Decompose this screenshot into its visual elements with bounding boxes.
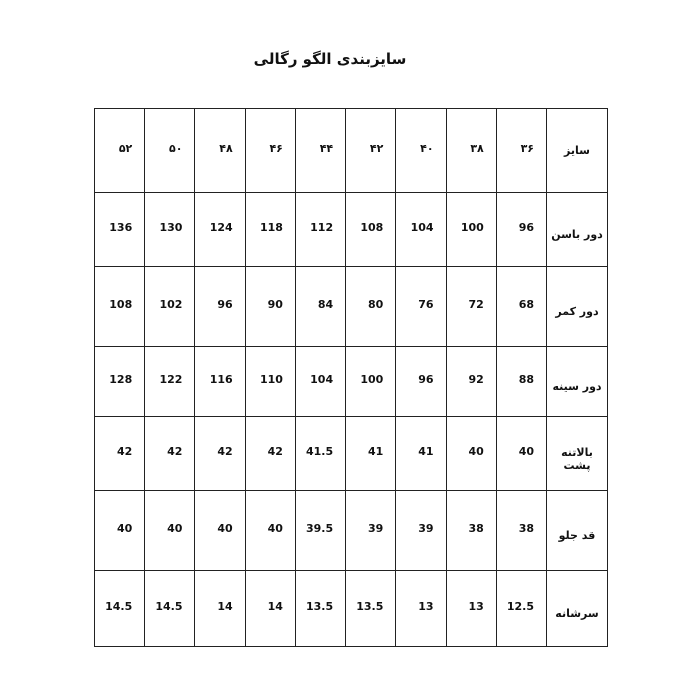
- value-cell: 13.5: [295, 571, 345, 647]
- size-cell: ۵۰: [145, 109, 195, 193]
- value-cell: 118: [245, 193, 295, 267]
- value-cell: 96: [195, 267, 245, 347]
- size-cell: ۳۶: [496, 109, 546, 193]
- row-label-cell: سرشانه: [547, 571, 608, 647]
- value-cell: 14: [245, 571, 295, 647]
- table-row-shoulder: [95, 571, 608, 647]
- value-cell: 104: [396, 193, 446, 267]
- value-cell: 14.5: [145, 571, 195, 647]
- value-cell: 39: [346, 491, 396, 571]
- value-cell: 130: [145, 193, 195, 267]
- value-cell: 38: [446, 491, 496, 571]
- value-cell: 13: [446, 571, 496, 647]
- value-cell: 68: [496, 267, 546, 347]
- value-cell: 112: [295, 193, 345, 267]
- value-cell: 102: [145, 267, 195, 347]
- value-cell: 88: [496, 347, 546, 417]
- size-cell: ۴۴: [295, 109, 345, 193]
- value-cell: 41.5: [295, 417, 345, 491]
- size-cell: ۴۰: [396, 109, 446, 193]
- table-row-front-length: [95, 491, 608, 571]
- value-cell: 92: [446, 347, 496, 417]
- size-cell: ۵۲: [95, 109, 145, 193]
- value-cell: 40: [446, 417, 496, 491]
- value-cell: 72: [446, 267, 496, 347]
- size-cell: ۳۸: [446, 109, 496, 193]
- value-cell: 40: [95, 491, 145, 571]
- table-row-waist: [95, 267, 608, 347]
- value-cell: 42: [145, 417, 195, 491]
- value-cell: 128: [95, 347, 145, 417]
- value-cell: 14.5: [95, 571, 145, 647]
- value-cell: 40: [195, 491, 245, 571]
- table-row-hip: [95, 193, 608, 267]
- value-cell: 13.5: [346, 571, 396, 647]
- row-label-cell: دور باسن: [547, 193, 608, 267]
- value-cell: 41: [346, 417, 396, 491]
- value-cell: 100: [346, 347, 396, 417]
- value-cell: 41: [396, 417, 446, 491]
- value-cell: 122: [145, 347, 195, 417]
- value-cell: 84: [295, 267, 345, 347]
- page-title: سایزبندی الگو رگالی: [253, 50, 407, 68]
- value-cell: 42: [245, 417, 295, 491]
- row-label-cell: دور کمر: [547, 267, 608, 347]
- size-chart-table: [94, 108, 608, 647]
- row-label-cell: بالاتنه پشت: [547, 417, 608, 491]
- value-cell: 110: [245, 347, 295, 417]
- value-cell: 136: [95, 193, 145, 267]
- value-cell: 12.5: [496, 571, 546, 647]
- size-cell: ۴۸: [195, 109, 245, 193]
- value-cell: 108: [346, 193, 396, 267]
- row-label-cell: دور سینه: [547, 347, 608, 417]
- value-cell: 42: [195, 417, 245, 491]
- header-label-cell: سایز: [547, 109, 608, 193]
- value-cell: 108: [95, 267, 145, 347]
- value-cell: 116: [195, 347, 245, 417]
- value-cell: 100: [446, 193, 496, 267]
- size-cell: ۴۲: [346, 109, 396, 193]
- value-cell: 96: [496, 193, 546, 267]
- table-row-chest: [95, 347, 608, 417]
- table-header-row: [95, 109, 608, 193]
- value-cell: 39: [396, 491, 446, 571]
- value-cell: 40: [245, 491, 295, 571]
- value-cell: 40: [145, 491, 195, 571]
- value-cell: 96: [396, 347, 446, 417]
- value-cell: 39.5: [295, 491, 345, 571]
- value-cell: 38: [496, 491, 546, 571]
- row-label-cell: قد جلو: [547, 491, 608, 571]
- value-cell: 104: [295, 347, 345, 417]
- value-cell: 76: [396, 267, 446, 347]
- value-cell: 13: [396, 571, 446, 647]
- value-cell: 40: [496, 417, 546, 491]
- value-cell: 80: [346, 267, 396, 347]
- value-cell: 124: [195, 193, 245, 267]
- size-cell: ۴۶: [245, 109, 295, 193]
- value-cell: 42: [95, 417, 145, 491]
- value-cell: 14: [195, 571, 245, 647]
- table-row-back-length: [95, 417, 608, 491]
- value-cell: 90: [245, 267, 295, 347]
